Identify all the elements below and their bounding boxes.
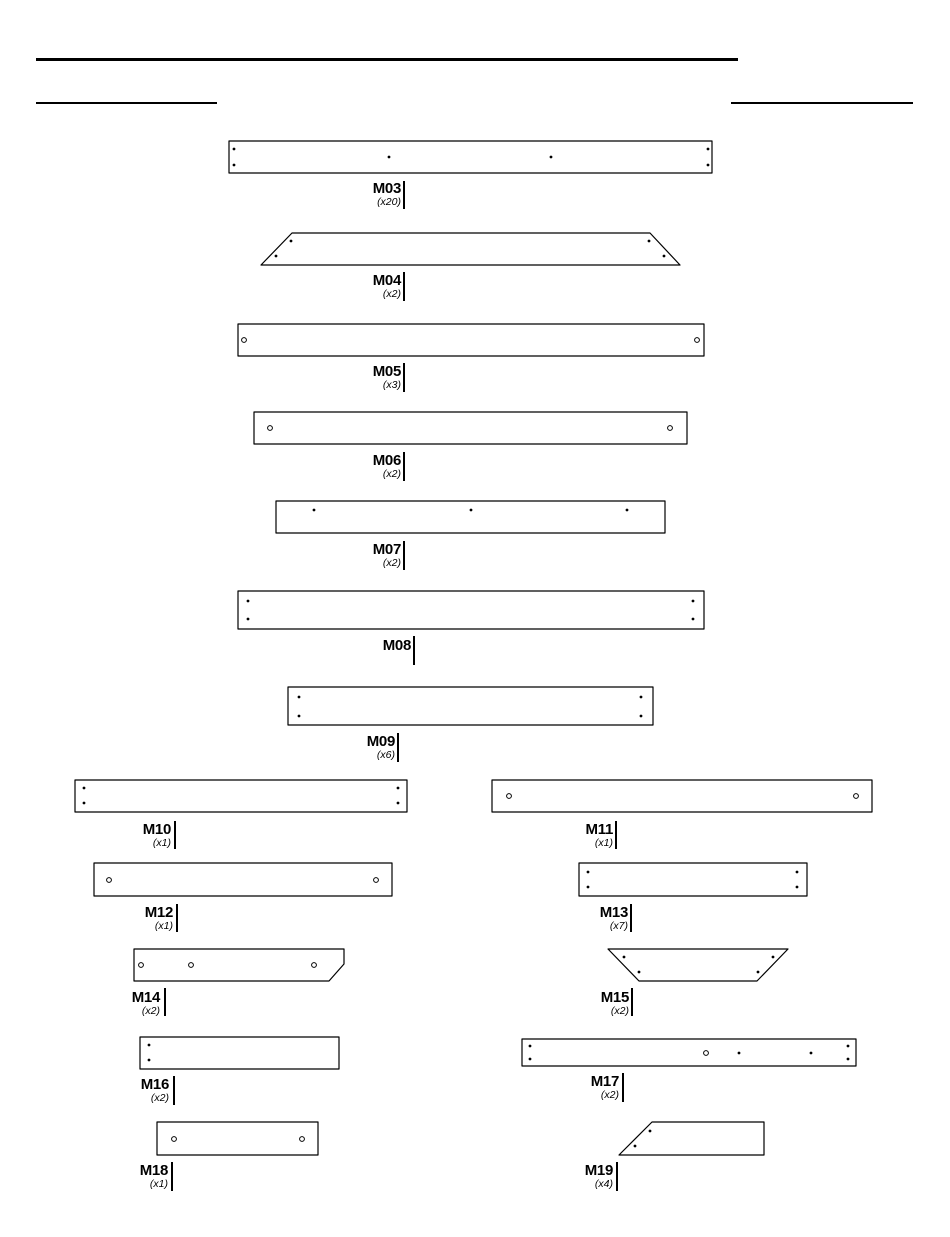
part-outline bbox=[238, 324, 704, 356]
hole-ring bbox=[854, 794, 859, 799]
part-m07 bbox=[276, 501, 665, 533]
hole-dot bbox=[772, 956, 775, 959]
label-divider bbox=[631, 988, 633, 1016]
part-code: M03 bbox=[372, 180, 401, 197]
part-quantity: (x6) bbox=[376, 749, 395, 761]
hole-dot bbox=[649, 1130, 652, 1133]
part-label-m14 bbox=[132, 990, 160, 1017]
part-code: M10 bbox=[142, 821, 171, 838]
part-quantity: (x4) bbox=[594, 1178, 613, 1190]
label-divider bbox=[403, 541, 405, 570]
part-code: M11 bbox=[585, 821, 613, 838]
part-m14 bbox=[134, 949, 344, 981]
label-divider bbox=[173, 1076, 175, 1105]
hole-dot bbox=[757, 971, 760, 974]
hole-dot bbox=[640, 696, 643, 699]
hole-ring bbox=[189, 963, 194, 968]
hole-dot bbox=[247, 600, 250, 603]
hole-dot bbox=[529, 1058, 532, 1061]
hole-dot bbox=[626, 509, 629, 512]
label-divider bbox=[403, 363, 405, 392]
part-code: M04 bbox=[372, 272, 401, 289]
part-m10 bbox=[75, 780, 407, 812]
hole-dot bbox=[638, 971, 641, 974]
part-outline bbox=[261, 233, 680, 265]
part-label-m10 bbox=[143, 822, 171, 849]
part-quantity: (x1) bbox=[149, 1178, 168, 1190]
part-label-m07 bbox=[373, 542, 401, 569]
label-divider bbox=[403, 272, 405, 301]
part-code: M13 bbox=[599, 904, 628, 921]
part-code: M09 bbox=[366, 733, 395, 750]
hole-dot bbox=[663, 255, 666, 258]
hole-dot bbox=[148, 1044, 151, 1047]
part-code: M18 bbox=[139, 1162, 168, 1179]
hole-dot bbox=[83, 787, 86, 790]
label-divider bbox=[403, 181, 405, 209]
part-m11 bbox=[492, 780, 872, 812]
hole-dot bbox=[796, 886, 799, 889]
part-quantity: (x1) bbox=[152, 837, 171, 849]
part-outline bbox=[522, 1039, 856, 1066]
part-label-m06 bbox=[373, 453, 401, 480]
hole-dot bbox=[707, 164, 710, 167]
label-divider bbox=[622, 1073, 624, 1102]
part-label-m09 bbox=[367, 734, 395, 761]
part-outline bbox=[276, 501, 665, 533]
part-label-m08 bbox=[383, 638, 411, 654]
part-m13 bbox=[579, 863, 807, 896]
hole-dot bbox=[640, 715, 643, 718]
part-m16 bbox=[140, 1037, 339, 1069]
part-outline bbox=[75, 780, 407, 812]
part-quantity: (x3) bbox=[382, 379, 401, 391]
part-m15 bbox=[608, 949, 788, 981]
part-label-m17 bbox=[591, 1074, 619, 1101]
hole-dot bbox=[298, 715, 301, 718]
part-code: M15 bbox=[600, 989, 629, 1006]
part-quantity: (x2) bbox=[610, 1005, 629, 1017]
part-m17 bbox=[522, 1039, 856, 1066]
part-quantity: (x7) bbox=[609, 920, 628, 932]
part-outline bbox=[134, 949, 344, 981]
part-code: M05 bbox=[372, 363, 401, 380]
hole-dot bbox=[397, 787, 400, 790]
hole-dot bbox=[298, 696, 301, 699]
label-divider bbox=[397, 733, 399, 762]
part-quantity: (x1) bbox=[154, 920, 173, 932]
part-code: M14 bbox=[131, 989, 160, 1006]
part-code: M19 bbox=[584, 1162, 613, 1179]
part-outline bbox=[229, 141, 712, 173]
hole-dot bbox=[738, 1052, 741, 1055]
hole-dot bbox=[529, 1045, 532, 1048]
hole-ring bbox=[374, 878, 379, 883]
part-code: M07 bbox=[372, 541, 401, 558]
part-label-m11 bbox=[586, 822, 613, 849]
label-divider bbox=[630, 904, 632, 932]
part-label-m12 bbox=[145, 905, 173, 932]
hole-dot bbox=[470, 509, 473, 512]
part-label-m03 bbox=[373, 181, 401, 208]
hole-ring bbox=[242, 338, 247, 343]
part-outline bbox=[157, 1122, 318, 1155]
part-label-m05 bbox=[373, 364, 401, 391]
hole-dot bbox=[148, 1059, 151, 1062]
part-code: M17 bbox=[590, 1073, 619, 1090]
part-code: M16 bbox=[140, 1076, 169, 1093]
part-quantity: (x20) bbox=[377, 196, 401, 208]
part-quantity: (x2) bbox=[382, 557, 401, 569]
part-label-m13 bbox=[600, 905, 628, 932]
part-label-m19 bbox=[585, 1163, 613, 1190]
part-code: M12 bbox=[144, 904, 173, 921]
part-m19 bbox=[619, 1122, 764, 1155]
hole-dot bbox=[550, 156, 553, 159]
label-divider bbox=[413, 636, 415, 665]
hole-dot bbox=[313, 509, 316, 512]
part-quantity: (x2) bbox=[382, 468, 401, 480]
hole-dot bbox=[648, 240, 651, 243]
hole-dot bbox=[707, 148, 710, 151]
part-code: M06 bbox=[372, 452, 401, 469]
hole-ring bbox=[107, 878, 112, 883]
hole-ring bbox=[695, 338, 700, 343]
hole-dot bbox=[397, 802, 400, 805]
part-outline bbox=[608, 949, 788, 981]
part-outline bbox=[140, 1037, 339, 1069]
part-code: M08 bbox=[382, 637, 411, 654]
part-quantity: (x2) bbox=[382, 288, 401, 300]
hole-dot bbox=[847, 1045, 850, 1048]
part-label-m04 bbox=[373, 273, 401, 300]
hole-ring bbox=[139, 963, 144, 968]
part-label-m15 bbox=[601, 990, 629, 1017]
hole-dot bbox=[587, 886, 590, 889]
hole-dot bbox=[692, 618, 695, 621]
hole-ring bbox=[172, 1137, 177, 1142]
label-divider bbox=[615, 821, 617, 849]
hole-ring bbox=[300, 1137, 305, 1142]
hole-dot bbox=[83, 802, 86, 805]
part-outline bbox=[619, 1122, 764, 1155]
label-divider bbox=[616, 1162, 618, 1191]
label-divider bbox=[403, 452, 405, 481]
part-m04 bbox=[261, 233, 680, 265]
part-outline bbox=[254, 412, 687, 444]
part-m05 bbox=[238, 324, 704, 356]
hole-dot bbox=[587, 871, 590, 874]
part-quantity: (x2) bbox=[600, 1089, 619, 1101]
part-m09 bbox=[288, 687, 653, 725]
part-m06 bbox=[254, 412, 687, 444]
hole-ring bbox=[668, 426, 673, 431]
hole-dot bbox=[692, 600, 695, 603]
hole-dot bbox=[233, 164, 236, 167]
label-divider bbox=[164, 988, 166, 1016]
label-divider bbox=[174, 821, 176, 849]
hole-dot bbox=[233, 148, 236, 151]
hole-dot bbox=[847, 1058, 850, 1061]
part-quantity: (x1) bbox=[594, 837, 613, 849]
part-outline bbox=[492, 780, 872, 812]
hole-dot bbox=[275, 255, 278, 258]
part-outline bbox=[579, 863, 807, 896]
part-quantity: (x2) bbox=[150, 1092, 169, 1104]
part-label-m18 bbox=[140, 1163, 168, 1190]
hole-ring bbox=[312, 963, 317, 968]
label-divider bbox=[171, 1162, 173, 1191]
part-label-m16 bbox=[141, 1077, 169, 1104]
part-outline bbox=[238, 591, 704, 629]
part-outline bbox=[288, 687, 653, 725]
hole-dot bbox=[796, 871, 799, 874]
part-outline bbox=[94, 863, 392, 896]
part-m08 bbox=[238, 591, 704, 629]
hole-dot bbox=[290, 240, 293, 243]
hole-ring bbox=[268, 426, 273, 431]
hole-dot bbox=[634, 1145, 637, 1148]
label-divider bbox=[176, 904, 178, 932]
part-quantity: (x2) bbox=[141, 1005, 160, 1017]
hole-ring bbox=[704, 1051, 709, 1056]
hole-ring bbox=[507, 794, 512, 799]
hole-dot bbox=[810, 1052, 813, 1055]
part-m12 bbox=[94, 863, 392, 896]
hole-dot bbox=[247, 618, 250, 621]
hole-dot bbox=[623, 956, 626, 959]
hole-dot bbox=[388, 156, 391, 159]
part-m03 bbox=[229, 141, 712, 173]
part-m18 bbox=[157, 1122, 318, 1155]
